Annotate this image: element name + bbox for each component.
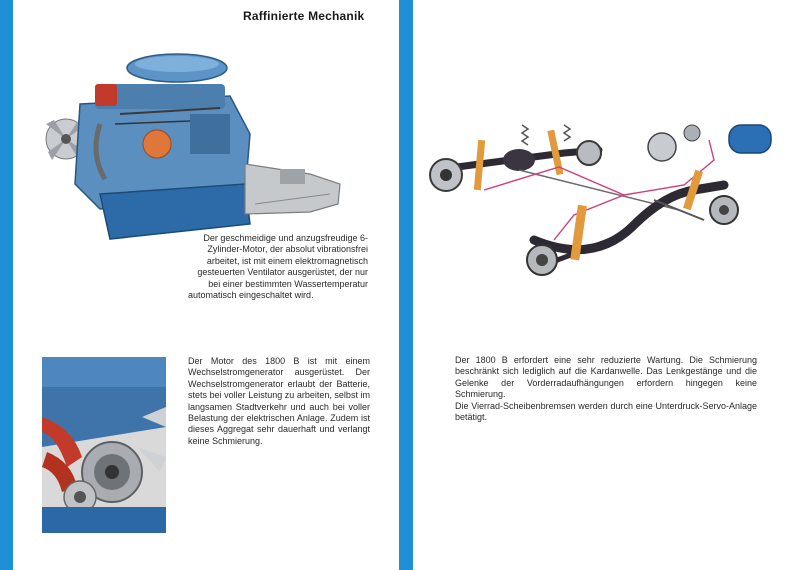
maintenance-caption: [455, 355, 757, 423]
engine-photo: [40, 44, 350, 254]
alternator-caption: [188, 356, 370, 447]
engine-caption: [188, 233, 368, 301]
alternator-photo: [42, 357, 166, 533]
alternator-caption-text: Der Motor des 1800 B ist mit einem Wechselstromgenerator ausgerüstet. Der Wechselstromgenerator erlaubt der Batterie, stets bei voller Leistung zu arbeiten, selbst im langsamen Stadtverkehr und auch bei voller Belastung der elektrischen Anlage. Zudem ist dieses Aggregat sehr dauerhaft und verlangt keine Schmierung.: [188, 356, 370, 446]
page-heading: Raffinierte Mechanik: [243, 9, 365, 23]
engine-caption-text: Der geschmeidige und anzugsfreudige 6-Zylinder-Motor, der absolut vibrationsfrei arbeitet, ist mit einem elektromagnetisch gesteuerten Ventilator ausgerüstet, der nur bei einer bestimmten Wassertemperatur automatisch eingeschaltet wird.: [188, 233, 368, 301]
brakes-caption-text: Die Vierrad-Scheibenbremsen werden durch eine Unterdruck-Servo-Anlage betätigt.: [455, 400, 757, 423]
left-page-stripe: [0, 0, 13, 570]
chassis-photo: [424, 115, 782, 295]
center-page-stripe: [399, 0, 413, 570]
maintenance-caption-text: Der 1800 B erfordert eine sehr reduzierte Wartung. Die Schmierung beschränkt sich lediglich auf die Kardanwelle. Das Lenkgestänge und die Gelenke der Vorderradaufhängungen erfordern hingegen keine Schmierung.: [455, 355, 757, 400]
